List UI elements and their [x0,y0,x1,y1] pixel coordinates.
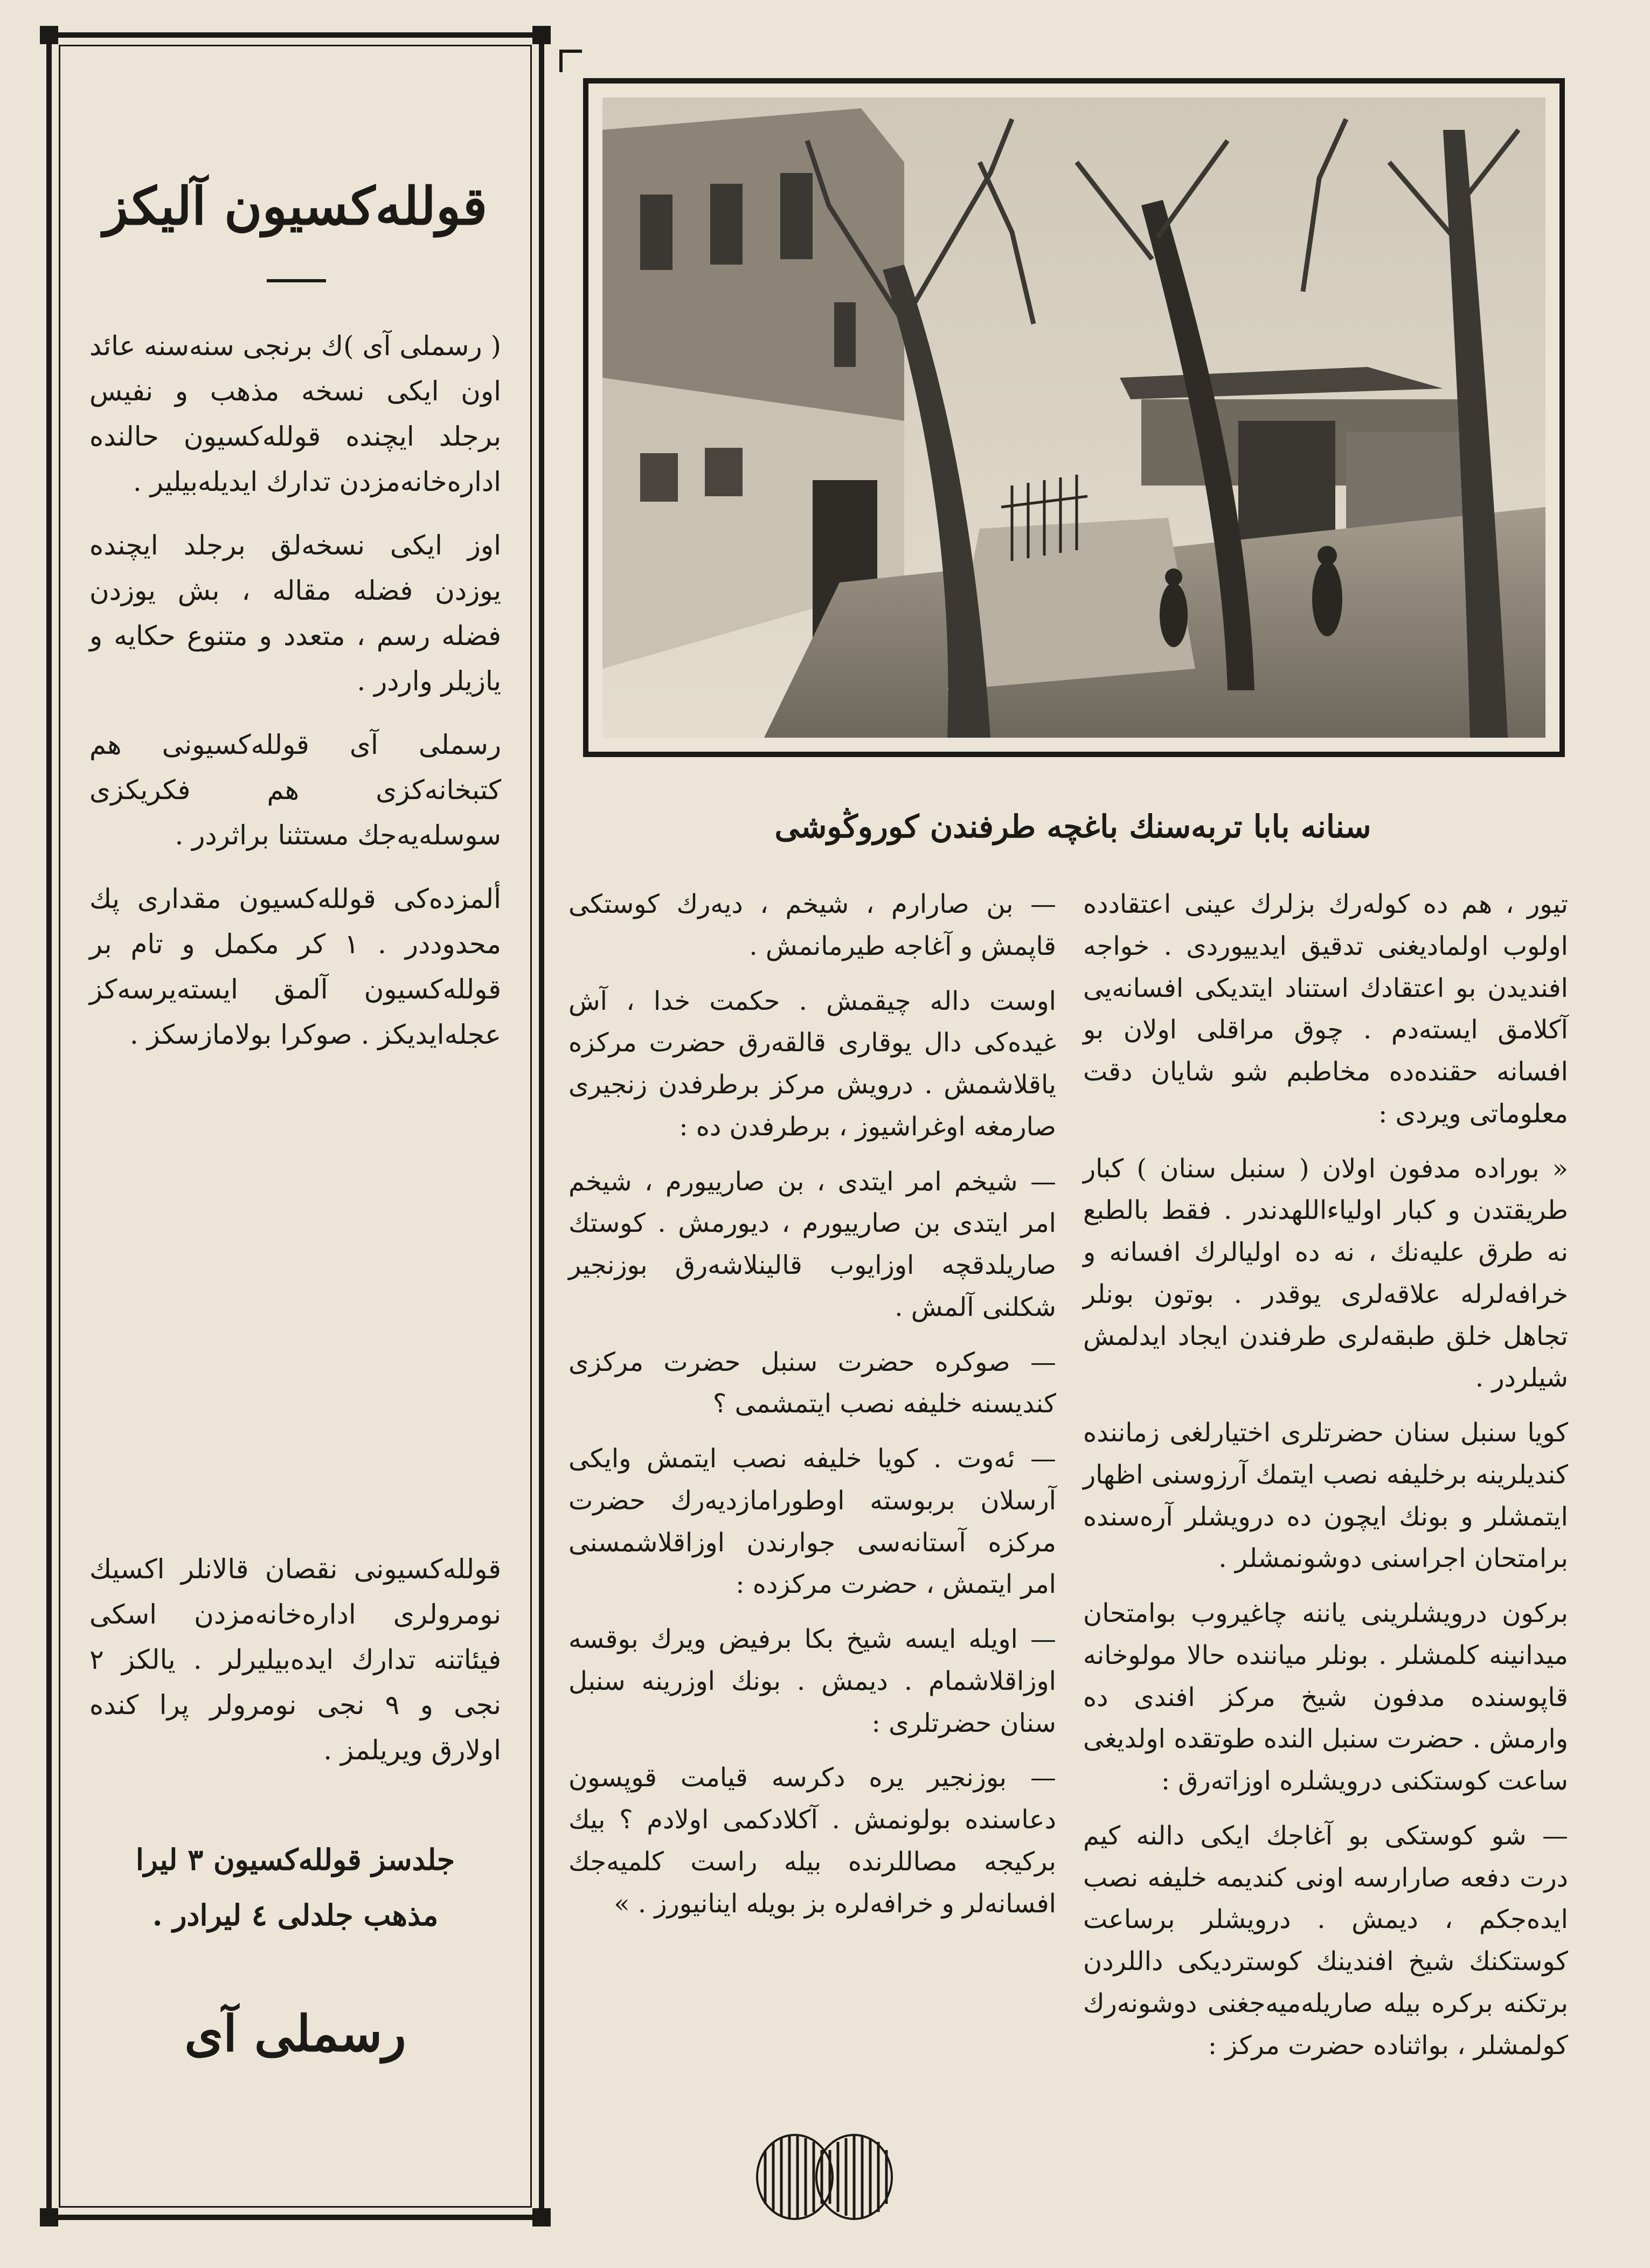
article-paragraph: تیور ، هم ده كوله‌رك بزلرك عینی اعتقادده اولوب اولمادیغنی تدقیق ایدییوردی . خواجه افندیدن بو اعتقادك استناد ایتدیكی افسانه‌یی آكلامق ایسته‌دم . چوق مراقلی اولان بو افسانه حقنده‌ده مخاطبم شو شایان دقت معلوماتی ویردی : [1083,889,1568,1129]
border-corner-ornament [40,26,58,44]
sidebar-note [89,1546,501,1791]
article-paragraph: — صوكره حضرت سنبل حضرت مركزی كندیسنه خلیفه نصب ایتمشمی ؟ [569,1347,1056,1419]
sidebar-title: قولله‌كسيون آليكز [103,176,488,237]
article-paragraph: — شیخم امر ایتدی ، بن صارییورم ، شیخم امر ایتدی بن صارییورم ، دیورمش . كوستك صاریلدقچه اوزایوب قالینلاشه‌رق بوزنجیر شكلنی آلمش . [569,1166,1056,1322]
article-paragraph: بركون درویشلرینی یاننه چاغیروب بوامتحان میدانینه كلمشلر . بونلر میاننده حالا مولوخانه قاپوسنده مدفون شیخ مركز افندی ده وارمش . حضرت سنبل النده طوتقده اولدیغی ساعت كوستكنی درویشلره اوزاته‌رق : [1083,1598,1568,1796]
end-ornament [744,2128,905,2225]
sidebar-body [89,323,501,1076]
border-corner-ornament [40,2208,58,2227]
border-corner-ornament [532,2208,551,2227]
back-issues-note: قولله‌كسیونی نقصان قالانلر اكسیك نومرولری اداره‌خانه‌مزدن اسكی فیئاتنه تدارك ایده‌بیلیرلر . یالكز ٢ نجی و ٩ نجی نومرولر پرا كنده اولارق ویریلمز . [89,1553,501,1766]
photo-frame [583,78,1565,757]
corner-mark [559,50,582,72]
sidebar-paragraph: رسملی آی قولله‌كسیونی هم كتبخانه‌كزی هم فكریكزی سوسله‌یه‌جك مستثنا براثردر . [89,729,501,851]
title-divider [267,279,326,282]
border-corner-ornament [532,26,551,44]
article-paragraph: كویا سنبل سنان حضرتلری اختیارلغی زماننده كندیلرینه برخلیفه نصب ایتمك آرزوسنی اظهار ایتمشلر و بونك ایچون ده درویشلر آره‌سنده برامتحان اجراسنی دوشونمشلر . [1083,1418,1568,1574]
price-line: جلدسز قولله‌كسیون ٣ لیرا [135,1842,455,1877]
article-paragraph: — ئه‌وت . كویا خلیفه نصب ایتمش وایكی آرسلان بربوسته اوطورامازدیه‌رك حضرت مركزه آستانه‌سی جوارندن اوزاقلاشمسنی امر ایتمش ، حضرت مركزده : [569,1444,1056,1600]
article-paragraph: « بوراده مدفون اولان ( سنبل سنان ) كبار طریقتدن و كبار اولیاءاللهدندر . فقط بالطبع نه طرق علیه‌نك ، نه ده اولیالرك افسانه و خرافه‌لرله علاقه‌لری یوقدر . بوتون بونلر تجاهل خلق طبقه‌لری طرفندن ایجاد ایدلمش شیلردر . [1083,1153,1568,1393]
article-paragraph: اوست داله چیقمش . حكمت خدا ، آش غیده‌كی دال یوقاری قالقه‌رق حضرت مركزه یاقلاشمش . درویش مركز برطرفدن زنجیری صارمغه اوغراشیوز ، برطرفدن ده : [569,986,1056,1142]
article-paragraph: — بوزنجیر یره دكرسه قیامت قوپسون دعاسنده بولونمش . آكلادكمی اولادم ؟ بیك بركیجه مصاللرنده بیله راست كلمیه‌جك افسانه‌لر و خرافه‌لره بز بویله اینانیورز . » [569,1763,1056,1919]
article-paragraph: — اویله ایسه شیخ بكا برفیض ویرك بوقسه اوزاقلاشمام . دیمش . بونك اوزرینه سنبل سنان حضرتلری : [569,1624,1056,1738]
sidebar-paragraph: اوز ایكی نسخه‌لق برجلد ایچنده یوزدن فضله مقاله ، بش یوزدن فضله رسم ، متعدد و متنوع حكایه و یازیلر واردر . [89,530,501,697]
tomb-garden-photo [602,98,1545,738]
article-column-right [1083,884,1568,2079]
price-block [89,1832,501,1943]
article-paragraph: — شو كوستكی بو آغاجك ایكی دالنه كیم درت دفعه صارارسه اونی كندیمه خلیفه نصب ایده‌جكم ، دیمش . درویشلر برساعت كوستكنك شیخ افندینك كوستردیكی داللردن برتكنه بركره بیله صاریله‌میه‌جغنی دوشونه‌رك كولمشلر ، بواثناده حضرت مركز : [1083,1820,1568,2061]
sidebar-paragraph: ألمزده‌كی قولله‌كسیون مقداری پك محدوددر . ١ كر مكمل و تام بر قولله‌كسیون آلمق ایسته‌یرسه‌كز عجله‌ایدیكز . صوكرا بولامازسكز . [89,883,501,1050]
photo-caption: سنانه بابا تربه‌سنك باغچه طرفندن كوروڭوشی [774,808,1371,845]
sidebar-paragraph: ( رسملی آی )ك برنجی سنه‌سنه عائد اون ایكی نسخه مذهب و نفیس برجلد ایچنده قولله‌كسیون حالنده اداره‌خانه‌مزدن تدارك ایدیله‌بیلیر . [89,330,501,497]
article-column-left [569,884,1056,1938]
price-line: مذهب جلدلی ٤ لیرادر . [152,1897,439,1932]
article-paragraph: — بن صارارم ، شیخم ، دیه‌رك كوستكی قاپمش و آغاجه طیرمانمش . [569,889,1056,961]
magazine-signature: رسملی آی [184,2005,406,2063]
